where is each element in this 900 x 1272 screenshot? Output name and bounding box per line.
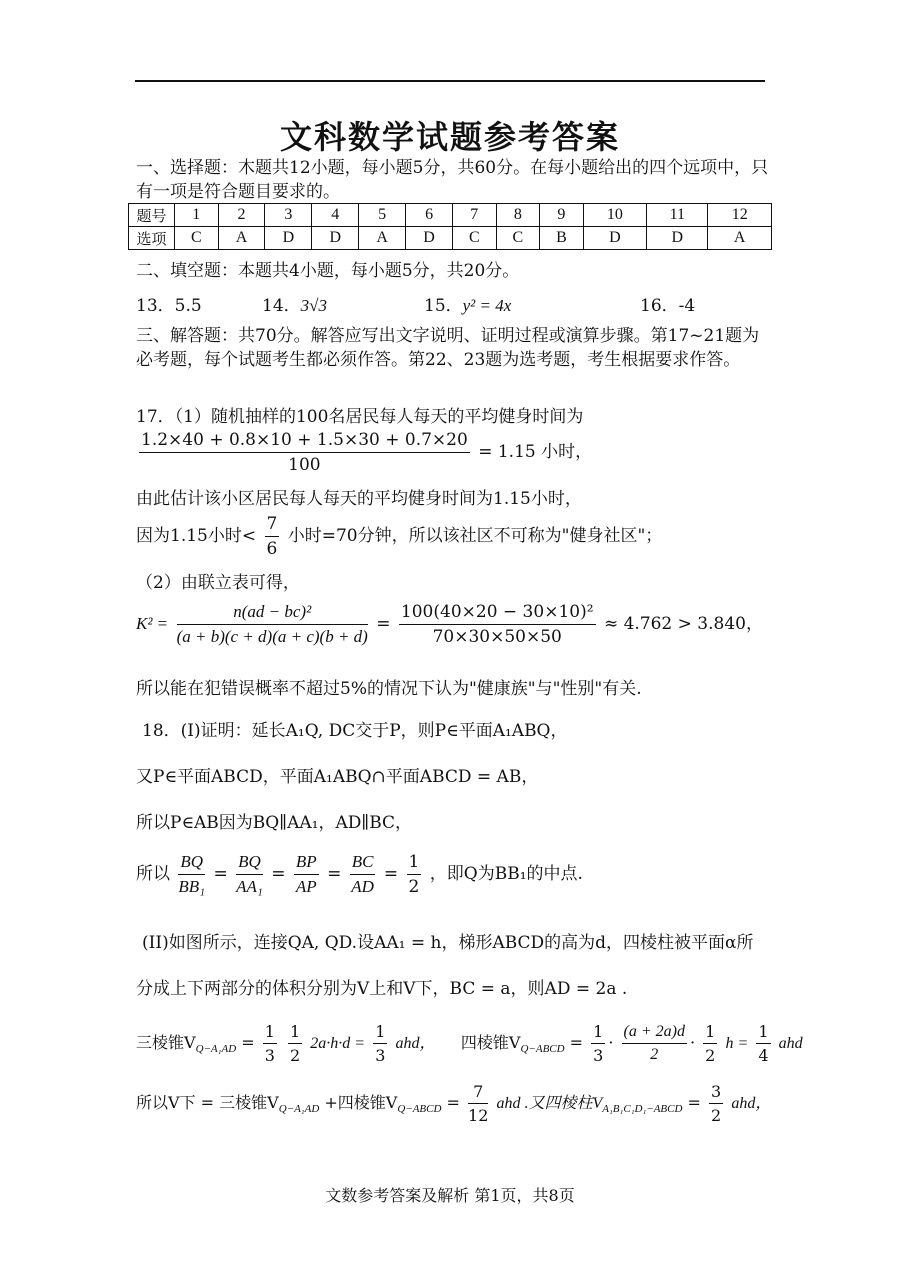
fraction-numerator: BQ xyxy=(178,852,205,875)
ratio-fraction-1 xyxy=(178,852,205,897)
quad-pyramid-result: ahd xyxy=(778,1035,803,1052)
frac-one-half xyxy=(288,1022,302,1065)
prism-label: ahd .又四棱柱V xyxy=(496,1095,603,1112)
q17-comparison xyxy=(136,514,662,559)
section3-intro: 三、解答题：共70分。解答应写出文字说明、证明过程或演算步骤。第17~21题为必考题，每个试题考生都必须作答。第22、23题为选考题，考生根据要求作答。 xyxy=(136,326,760,370)
height-term: h = xyxy=(725,1035,749,1052)
section1-intro: 一、选择题：木题共12小题，每小题5分，共60分。在每小题给出的四个远项中，只有一项是符合题目要求的。 xyxy=(136,158,769,202)
frac-one-third-c xyxy=(591,1022,605,1065)
comparison-text-a: 因为1.15小时< xyxy=(136,526,257,546)
k-squared-result: ≈ 4.762 > 3.840， xyxy=(603,614,763,634)
q13-answer: 13．5.5 xyxy=(136,296,202,316)
answer-table xyxy=(128,203,772,250)
fraction-denominator: 70×30×50×50 xyxy=(432,627,562,647)
table-cell: A xyxy=(359,227,406,250)
fraction-denominator: 3 xyxy=(264,1046,275,1065)
ratio-fraction-5 xyxy=(407,852,422,897)
q14-label: 14． xyxy=(262,296,301,316)
q18-part2-line2: 分成上下两部分的体积分别为V上和V下，BC = a，则AD = 2a . xyxy=(136,979,628,999)
comparison-text-b: 小时=70分钟，所以该社区不可称为"健身社区"； xyxy=(287,526,663,546)
fraction-denominator: AD xyxy=(351,877,374,896)
q14-answer xyxy=(262,291,327,316)
table-cell: 4 xyxy=(312,204,359,227)
table-cell: 7 xyxy=(453,204,497,227)
q18-proof-line1: 18．(I)证明：延长A₁Q, DC交于P，则P∈平面A₁ABQ， xyxy=(142,721,568,741)
table-cell: 12 xyxy=(708,204,772,227)
q17-conclusion: 所以能在犯错误概率不超过5%的情况下认为"健康族"与"性别"有关. xyxy=(136,679,642,699)
q17-estimate: 由此估计该小区居民每人每天的平均健身时间为1.15小时， xyxy=(136,489,582,509)
k-squared-value-fraction xyxy=(399,602,596,647)
fraction-numerator: 7 xyxy=(265,514,280,537)
table-cell: 1 xyxy=(175,204,219,227)
average-fraction xyxy=(139,430,470,475)
lower-volume-label: 所以V下 = 三棱锥V xyxy=(136,1093,279,1112)
frac-one-half-b xyxy=(703,1022,717,1065)
q18-proof-line2: 又P∈平面ABCD，平面A₁ABQ∩平面ABCD = AB， xyxy=(136,767,539,787)
frac-one-third-b xyxy=(373,1022,387,1065)
table-cell: 3 xyxy=(265,204,312,227)
equals-sign: = xyxy=(446,1093,460,1112)
table-cell: D xyxy=(312,227,359,250)
q14-value: 3√3 xyxy=(300,296,327,315)
fraction-numerator: n(ad − bc)² xyxy=(177,602,368,625)
fraction-denominator: 2 xyxy=(711,1106,722,1125)
equals-sign: = xyxy=(569,1033,584,1052)
fraction-denominator: 4 xyxy=(758,1046,769,1065)
fraction-denominator: 12 xyxy=(468,1106,489,1125)
table-cell: A xyxy=(218,227,265,250)
frac-three-halves xyxy=(709,1082,723,1125)
q17-part1-intro: 17．（1）随机抽样的100名居民每人每天的平均健身时间为 xyxy=(136,407,584,427)
fraction-numerator: BP xyxy=(294,852,319,875)
fraction-numerator: 7 xyxy=(468,1082,488,1104)
page-footer: 文数参考答案及解析 第1页，共8页 xyxy=(325,1186,575,1205)
k-squared-lhs: K² = xyxy=(136,614,169,633)
table-cell: C xyxy=(453,227,497,250)
fraction-denominator: BB₁ xyxy=(178,877,206,896)
q18-proof-line3: 所以P∈AB因为BQ∥AA₁，AD∥BC， xyxy=(136,813,413,833)
prism-result: ahd， xyxy=(731,1095,772,1112)
page-title: 文科数学试题参考答案 xyxy=(279,118,620,156)
fraction-denominator: 2 xyxy=(705,1046,716,1065)
equals-sign: = xyxy=(376,614,391,634)
table-cell: 8 xyxy=(496,204,540,227)
fraction-numerator: BC xyxy=(350,852,376,875)
frac-trapezoid-area xyxy=(622,1023,687,1064)
quad-pyramid-subscript: Q−ABCD xyxy=(520,1043,565,1056)
q17-average-formula xyxy=(136,430,592,475)
ratio-fraction-4 xyxy=(350,852,376,897)
table-cell: C xyxy=(175,227,219,250)
seven-sixths-fraction xyxy=(265,514,280,559)
fraction-numerator: 1 xyxy=(591,1022,605,1044)
table-cell: A xyxy=(708,227,772,250)
average-result: = 1.15 小时， xyxy=(478,442,593,462)
fraction-numerator: 1 xyxy=(407,852,422,875)
subscript: A₁B₁C₁D₁−ABCD xyxy=(602,1103,683,1116)
fraction-denominator: 3 xyxy=(375,1046,386,1065)
frac-one-fourth xyxy=(756,1022,770,1065)
table-cell: D xyxy=(406,227,453,250)
product-term: 2a·h·d = xyxy=(310,1035,366,1052)
tri-pyramid-label: 三棱锥V xyxy=(136,1033,196,1052)
q17-part2-intro: （2）由联立表可得， xyxy=(136,573,300,593)
quad-pyramid-label: 四棱锥V xyxy=(460,1033,521,1052)
fraction-denominator: 2 xyxy=(408,877,420,897)
header-rule xyxy=(135,80,765,82)
table-cell: D xyxy=(265,227,312,250)
fraction-denominator: 6 xyxy=(266,539,278,559)
subscript: Q−ABCD xyxy=(397,1103,442,1116)
frac-one-third xyxy=(263,1022,277,1065)
table-cell: 2 xyxy=(218,204,265,227)
average-denominator: 100 xyxy=(288,455,321,475)
table-cell: D xyxy=(647,227,708,250)
table-header-answer: 选项 xyxy=(129,227,175,250)
table-header-question: 题号 xyxy=(129,204,175,227)
tri-pyramid-result: ahd， xyxy=(395,1035,436,1052)
q15-label: 15． xyxy=(424,296,463,316)
ratio-fraction-2 xyxy=(236,852,263,897)
fraction-numerator: 1 xyxy=(373,1022,387,1044)
section2-intro: 二、填空题：本题共4小题，每小题5分，共20分。 xyxy=(136,261,520,281)
fraction-denominator: 3 xyxy=(593,1046,604,1065)
k-squared-general-fraction xyxy=(177,602,368,647)
table-cell: 10 xyxy=(583,204,646,227)
fraction-numerator: (a + 2a)d xyxy=(622,1023,687,1044)
table-cell: C xyxy=(496,227,540,250)
equals-sign: = xyxy=(687,1093,701,1112)
fraction-denominator: 2 xyxy=(650,1046,659,1063)
q18-part2-line1: (II)如图所示，连接QA, QD.设AA₁ = h，梯形ABCD的高为d，四棱柱被平面α所 xyxy=(142,933,754,953)
fraction-numerator: 1 xyxy=(703,1022,717,1044)
fraction-numerator: 3 xyxy=(709,1082,723,1104)
fraction-numerator: 1 xyxy=(288,1022,302,1044)
k-squared-formula xyxy=(136,602,763,647)
fraction-numerator: 100(40×20 − 30×10)² xyxy=(399,602,596,625)
table-cell: D xyxy=(583,227,646,250)
q15-answer xyxy=(424,291,511,316)
table-cell: 5 xyxy=(359,204,406,227)
fraction-denominator: 2 xyxy=(290,1046,301,1065)
fraction-denominator: AA₁ xyxy=(236,877,263,896)
answer-table-row-answers xyxy=(129,227,772,250)
table-cell: 11 xyxy=(647,204,708,227)
fraction-denominator: AP xyxy=(295,877,317,896)
table-cell: 6 xyxy=(406,204,453,227)
equals-sign: = xyxy=(241,1033,255,1052)
q18-volume-line2 xyxy=(136,1082,771,1125)
fraction-denominator: (a + b)(c + d)(a + c)(b + d) xyxy=(176,627,368,646)
fraction-numerator: 1 xyxy=(756,1022,770,1044)
ratio-prefix: 所以 xyxy=(136,864,170,884)
table-cell: B xyxy=(540,227,584,250)
ratio-suffix: ，即Q为BB₁的中点. xyxy=(429,864,583,884)
table-cell: 9 xyxy=(540,204,584,227)
q18-volume-line1: 三棱锥$V_{Q-A_1AD}$ = $\frac{1}{3}$ $\frac{1}{2}$ 2a·h·d = $\frac{1}{3}$ ahd， 四棱锥$V_{Q-ABCD}$ = $\frac{1}{3}$ · $\frac{(a + 2a)d}{2}$ · $\frac{1}{2}$ h = $\frac{1}{4}$ ahd xyxy=(136,1022,803,1065)
fraction-numerator: 1 xyxy=(263,1022,277,1044)
q18-ratio-line: 所以 $\frac{BQ}{\text{BB₁}}$ = $\frac{BQ}{\text{AA₁}}$ = $\frac{BP}{AP}$ = $\frac{BC}{AD}$ = $\frac{1}{2}$ ，即Q为BB₁的中点. xyxy=(136,852,583,897)
q16-answer: 16．-4 xyxy=(640,296,696,316)
fraction-numerator: BQ xyxy=(236,852,263,875)
ratio-fraction-3 xyxy=(294,852,319,897)
tri-pyramid-subscript: Q−A₁AD xyxy=(195,1043,237,1056)
plus-quad-pyramid: +四棱锥V xyxy=(324,1093,398,1112)
q15-value: y² = 4x xyxy=(462,296,512,315)
subscript: Q−A₁AD xyxy=(278,1103,320,1116)
answer-table-row-questions xyxy=(129,204,772,227)
average-numerator: 1.2×40 + 0.8×10 + 1.5×30 + 0.7×20 xyxy=(139,430,470,453)
frac-seven-twelfths xyxy=(468,1082,488,1125)
